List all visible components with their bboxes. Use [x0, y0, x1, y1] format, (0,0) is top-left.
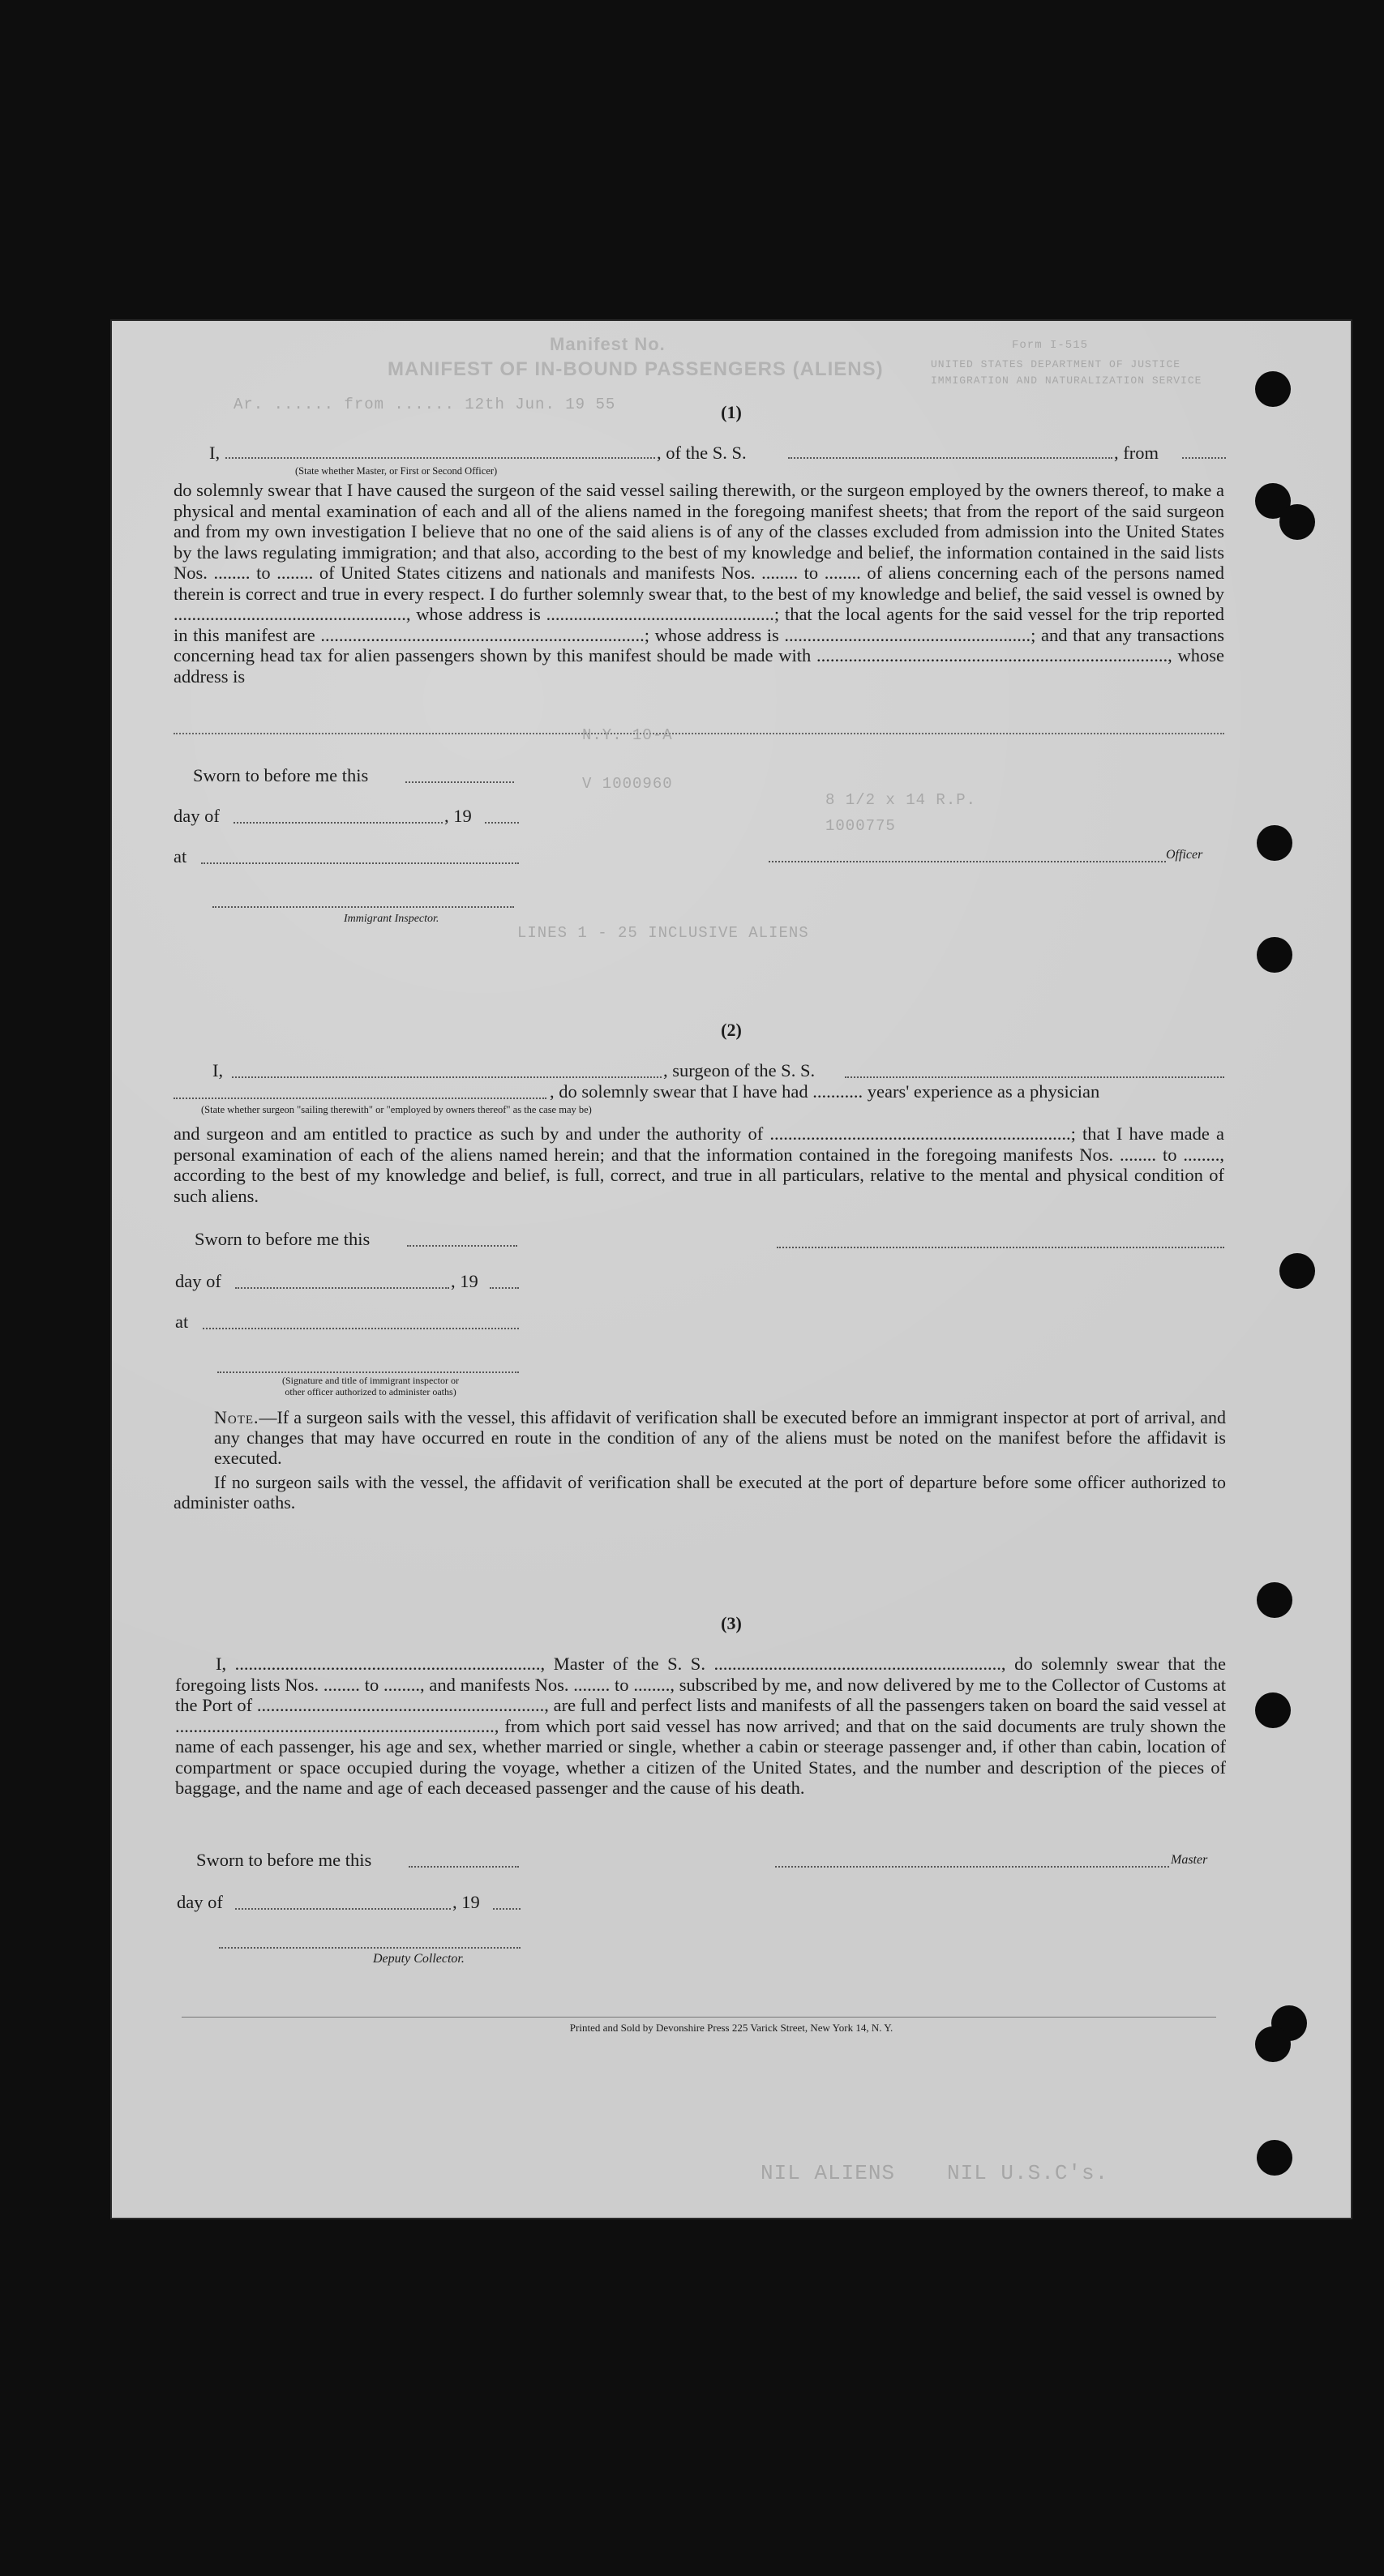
s2-caption: (State whether surgeon "sailing therewith" or "employed by owners thereof" as the case may be) [201, 1104, 592, 1115]
punch-hole [1279, 1253, 1315, 1289]
s3-sworn: Sworn to before me this [196, 1850, 372, 1870]
s2-name-field[interactable] [232, 1062, 662, 1078]
s1-at: at [174, 846, 187, 867]
s2-day-of: day of [175, 1271, 221, 1291]
stamp-title: MANIFEST OF IN-BOUND PASSENGERS (ALIENS) [388, 358, 884, 380]
s3-deputy-signature[interactable] [219, 1947, 521, 1949]
s2-line1-end: , surgeon of the S. S. [663, 1060, 816, 1080]
s3-sworn-date-field[interactable] [409, 1851, 519, 1868]
section-2-number: (2) [721, 1020, 742, 1040]
section-1-number: (1) [721, 402, 742, 422]
bleed-text: 8 1/2 x 14 R.P. [825, 791, 977, 809]
s2-note-1 [214, 1407, 1226, 1468]
s3-day-of: day of [177, 1892, 223, 1912]
section-3-number: (3) [721, 1613, 742, 1633]
s1-officer-signature[interactable] [769, 861, 1166, 862]
stamp-right2: UNITED STATES DEPARTMENT OF JUSTICE [931, 358, 1181, 370]
bleed-text: 1000775 [825, 817, 896, 835]
s1-ship-field[interactable] [788, 443, 1112, 459]
stamp-manifest-no: Manifest No. [550, 334, 666, 354]
footer-rule [182, 2017, 1216, 2018]
s3-year: , 19 [452, 1892, 480, 1912]
s1-officer-label: Officer [1166, 848, 1203, 862]
s2-body: and surgeon and am entitled to practice as such by and under the authority of ..................................................................; that I have made a personal examination of each of the aliens named herein; and that the information contained in the foregoing manifests Nos. ........ to ........, according to the best of my knowledge and belief, is full, correct, and true in all particulars, relative to the mental and physical condition of such aliens. [174, 1123, 1224, 1206]
s2-year: , 19 [451, 1271, 478, 1291]
s1-day-of: day of [174, 806, 220, 826]
s1-body: do solemnly swear that I have caused the surgeon of the said vessel sailing therewith, or the surgeon employed by the owners thereof, to make a physical and mental examination of each and all of the aliens named in the foregoing manifest sheets; that from the report of the said surgeon and from my own investigation I believe that no one of the said aliens is of any of the classes excluded from admission into the United States by the laws regulating immigration; and that also, according to the best of my knowledge and belief, the information contained in the said lists Nos. ........ to ........ of United States citizens and nationals and manifests Nos. ........ to ........ of aliens concerning each of the persons named therein is correct and true in every respect. I do further solemnly swear that, to the best of my knowledge and belief, the said vessel is owned by ..................................................., whose address is ..................................................; that the local agents for the said vessel for the trip reported in this manifest are .......................................................................; whose address is ......................................................; and that any transactions concerning head tax for alien passengers shown by this manifest should be made with ............................................................................., whose address is [174, 480, 1224, 687]
punch-hole [1255, 1692, 1291, 1728]
s1-year: , 19 [444, 806, 472, 826]
s1-day-field[interactable] [234, 807, 443, 824]
s3-day-field[interactable] [235, 1893, 451, 1910]
punch-hole [1257, 937, 1292, 973]
punch-hole [1279, 504, 1315, 540]
s1-caption: (State whether Master, or First or Second Officer) [295, 465, 498, 477]
s2-line1-start: I, [212, 1060, 224, 1080]
s2-at-field[interactable] [203, 1313, 519, 1329]
stamp-right1: Form I-515 [1012, 339, 1089, 352]
punch-hole [1257, 825, 1292, 861]
s2-sworn-date-field[interactable] [407, 1230, 517, 1247]
s1-sworn: Sworn to before me this [193, 765, 369, 785]
s2-sworn: Sworn to before me this [195, 1229, 371, 1249]
s1-name-field[interactable] [225, 443, 655, 459]
s2-note-label: Note. [214, 1407, 259, 1427]
s3-body: I, ..................................................................., Master of the S. S. ..............................................................., do solemnly swear that the foregoing lists Nos. ........ to ........, and manifests Nos. ........ to ........, subscribed by me, and now delivered by me to the Collector of Customs at the Port of ..............................................................., are full and perfect lists and manifests of all the passengers taken on board the said vessel at ......................................................................, from which port said vessel has now arrived; and that on the said documents are truly shown the name of each passenger, his age and sex, whether married or single, whether a cabin or steerage passenger and, if other than cabin, location of compartment or space occupied during the voyage, whether a citizen of the United States, and the number and description of the pieces of baggage, and the name and age of each deceased passenger and the cause of his death. [175, 1654, 1226, 1798]
bleed-text: V 1000960 [582, 775, 673, 793]
s2-inspector-signature[interactable] [217, 1371, 519, 1373]
s2-year-field[interactable] [490, 1273, 519, 1289]
manifest-page [112, 321, 1351, 2218]
s2-note-text: —If a surgeon sails with the vessel, this affidavit of verification shall be executed before an immigrant inspector at port of arrival, and any changes that may have occurred en route in the condition of any of the aliens must be noted on the manifest before the affidavit is executed. [214, 1407, 1226, 1468]
s1-at-field[interactable] [201, 848, 519, 864]
s1-line1-end: , from [1114, 443, 1159, 463]
s2-surgeon-signature[interactable] [777, 1247, 1224, 1248]
bleed-text: NIL U.S.C's. [947, 2161, 1109, 2185]
s1-line1-start: I, [209, 443, 221, 463]
s3-year-field[interactable] [493, 1893, 521, 1910]
stamp-right3: IMMIGRATION AND NATURALIZATION SERVICE [931, 374, 1202, 387]
s2-day-field[interactable] [235, 1273, 449, 1289]
s1-inspector-signature[interactable] [212, 906, 514, 908]
punch-hole [1257, 2140, 1292, 2176]
bleed-text: LINES 1 - 25 INCLUSIVE ALIENS [517, 924, 809, 942]
s1-year-field[interactable] [485, 807, 519, 824]
s1-line1-mid: , of the S. S. [657, 443, 747, 463]
s3-master-signature[interactable] [775, 1866, 1169, 1868]
s2-note-2: If no surgeon sails with the vessel, the affidavit of verification shall be executed at the port of departure before some officer authorized to administer oaths. [174, 1472, 1226, 1513]
s2-sig-caption-2: other officer authorized to administer oaths) [285, 1386, 456, 1397]
bleed-text: NIL ALIENS [761, 2161, 896, 2185]
s2-sig-caption-1: (Signature and title of immigrant inspector or [282, 1375, 459, 1386]
bleed-text: N.Y. 10-A [582, 726, 673, 744]
s1-address-line [174, 733, 1224, 734]
s1-inspector-label: Immigrant Inspector. [344, 913, 439, 925]
s2-line2: , do solemnly swear that I have had ........... years' experience as a physician [550, 1081, 1100, 1102]
printer-footer: Printed and Sold by Devonshire Press 225 Varick Street, New York 14, N. Y. [569, 2022, 893, 2034]
s3-master-label: Master [1171, 1853, 1208, 1867]
stamp-line3: Ar. ...... from ...... 12th Jun. 19 55 [234, 396, 616, 413]
s3-deputy-label: Deputy Collector. [373, 1952, 465, 1966]
s2-capacity-field[interactable] [174, 1083, 546, 1099]
s1-sworn-date-field[interactable] [405, 767, 514, 783]
s2-at: at [175, 1312, 189, 1332]
s1-from-field[interactable] [1182, 443, 1226, 459]
s2-ship-field[interactable] [845, 1062, 1224, 1078]
